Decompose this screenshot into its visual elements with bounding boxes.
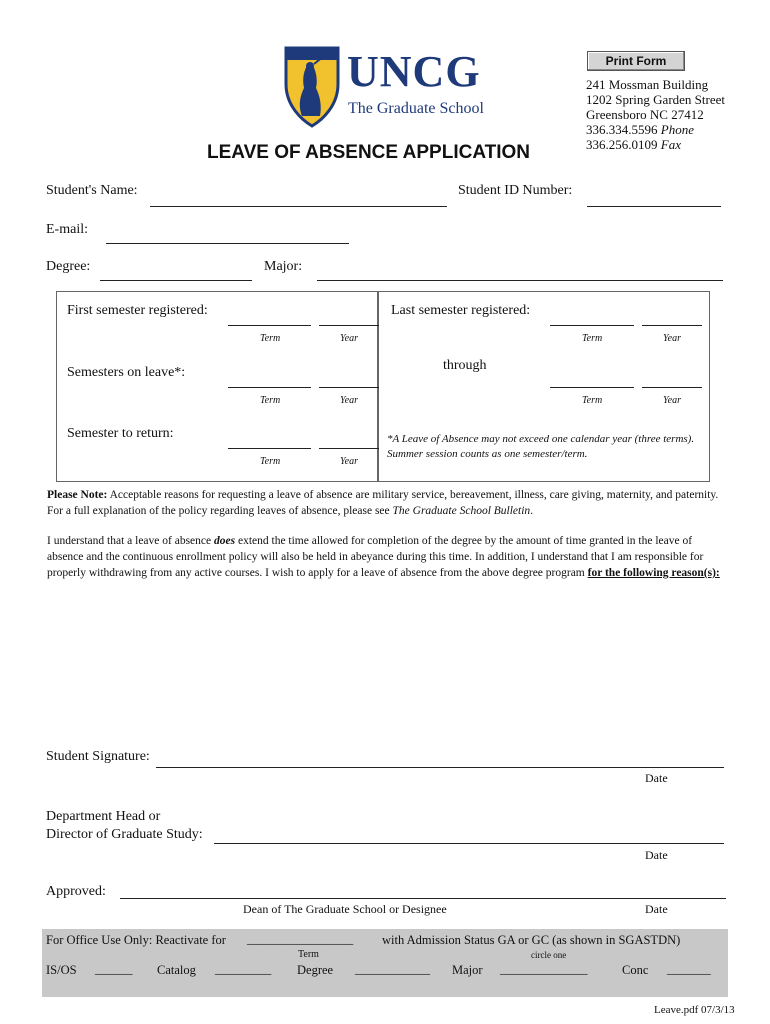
year-caption: Year (340, 456, 358, 467)
major-field[interactable] (317, 280, 723, 281)
phone-line: 336.334.5596 Phone (586, 122, 694, 137)
term-caption: Term (260, 333, 281, 344)
degree-office-label: Degree (297, 963, 334, 977)
understanding-paragraph: I understand that a leave of absence does extend the time allowed for completion of the degree by the amount of time granted in the leave of absence and the continuous enrollment policy will also be held in abeyance during this time. In addition, I understand that I am responsible for properly withdrawing from any active courses. I wish to apply for a leave of absence from the above degree program for the following reason(s): (47, 535, 720, 579)
date-caption: Date (645, 771, 668, 785)
page-title: LEAVE OF ABSENCE APPLICATION (207, 142, 531, 163)
isos-field[interactable]: ______ (95, 962, 133, 976)
major-office-field[interactable]: ______________ (500, 962, 588, 976)
dept-head-label: Department Head or Director of Graduate Study: (46, 809, 203, 842)
leave-end-term-field[interactable] (550, 387, 634, 388)
conc-label: Conc (622, 963, 649, 977)
date-caption: Date (645, 902, 668, 916)
catalog-label: Catalog (157, 963, 196, 977)
last-year-field[interactable] (642, 325, 702, 326)
logo-subtitle: The Graduate School (348, 100, 484, 117)
email-label: E-mail: (46, 222, 88, 237)
form-code: Leave.pdf 07/3/13 (654, 1004, 735, 1016)
circle-one-caption: circle one (531, 950, 567, 960)
print-form-button[interactable]: Print Form (587, 51, 685, 71)
reactivate-term-field[interactable]: _________________ (247, 932, 354, 946)
degree-office-field[interactable]: ____________ (355, 962, 430, 976)
student-name-label: Student's Name: (46, 183, 138, 198)
date-caption: Date (645, 848, 668, 862)
term-caption: Term (260, 456, 281, 467)
semester-return-label: Semester to return: (67, 426, 174, 441)
term-caption: Term (298, 949, 319, 960)
term-caption: Term (260, 395, 281, 406)
approved-signature-field[interactable] (120, 898, 726, 899)
return-year-field[interactable] (319, 448, 379, 449)
year-caption: Year (340, 395, 358, 406)
leave-start-term-field[interactable] (228, 387, 311, 388)
reasons-text-area[interactable] (47, 610, 727, 740)
fax-line: 336.256.0109 Fax (586, 137, 681, 152)
major-office-label: Major (452, 963, 483, 977)
dean-caption: Dean of The Graduate School or Designee (243, 902, 447, 916)
first-year-field[interactable] (319, 325, 379, 326)
through-label: through (443, 358, 487, 373)
term-caption: Term (582, 395, 603, 406)
student-id-field[interactable] (587, 206, 721, 207)
last-semester-label: Last semester registered: (391, 303, 531, 318)
year-caption: Year (340, 333, 358, 344)
student-signature-label: Student Signature: (46, 749, 150, 764)
year-caption: Year (663, 333, 681, 344)
please-note-paragraph: Please Note: Acceptable reasons for requesting a leave of absence are military service, bereavement, illness, care giving, maternity, and paternity. For a full explanation of the policy regarding leaves of absence, please see The Graduate School Bulletin. (47, 489, 719, 517)
address-line: Greensboro NC 27412 (586, 107, 704, 122)
year-caption: Year (663, 395, 681, 406)
semesters-on-leave-label: Semesters on leave*: (67, 365, 186, 380)
address-line: 1202 Spring Garden Street (586, 92, 726, 107)
leave-end-year-field[interactable] (642, 387, 702, 388)
return-term-field[interactable] (228, 448, 311, 449)
catalog-field[interactable]: _________ (215, 962, 272, 976)
dept-head-signature-field[interactable] (214, 843, 724, 844)
address-line: 241 Mossman Building (586, 77, 709, 92)
student-id-label: Student ID Number: (458, 183, 573, 198)
isos-label: IS/OS (46, 963, 77, 977)
address-block (586, 77, 725, 152)
degree-field[interactable] (100, 280, 252, 281)
admission-status-text: with Admission Status GA or GC (as shown in SGASTDN) (382, 933, 681, 947)
first-semester-label: First semester registered: (67, 303, 208, 318)
logo-wordmark: UNCG (347, 47, 481, 96)
major-label: Major: (264, 259, 303, 274)
office-use-label: For Office Use Only: Reactivate for (46, 933, 226, 947)
first-term-field[interactable] (228, 325, 311, 326)
email-field[interactable] (106, 243, 349, 244)
student-signature-field[interactable] (156, 767, 724, 768)
leave-limit-note: *A Leave of Absence may not exceed one calendar year (three terms). Summer session counts as one semester/term. (387, 433, 695, 460)
last-term-field[interactable] (550, 325, 634, 326)
leave-start-year-field[interactable] (319, 387, 379, 388)
student-name-field[interactable] (150, 206, 447, 207)
approved-label: Approved: (46, 884, 106, 899)
conc-field[interactable]: _______ (667, 962, 711, 976)
term-caption: Term (582, 333, 603, 344)
shield-seal-icon (282, 44, 342, 128)
degree-label: Degree: (46, 259, 91, 274)
